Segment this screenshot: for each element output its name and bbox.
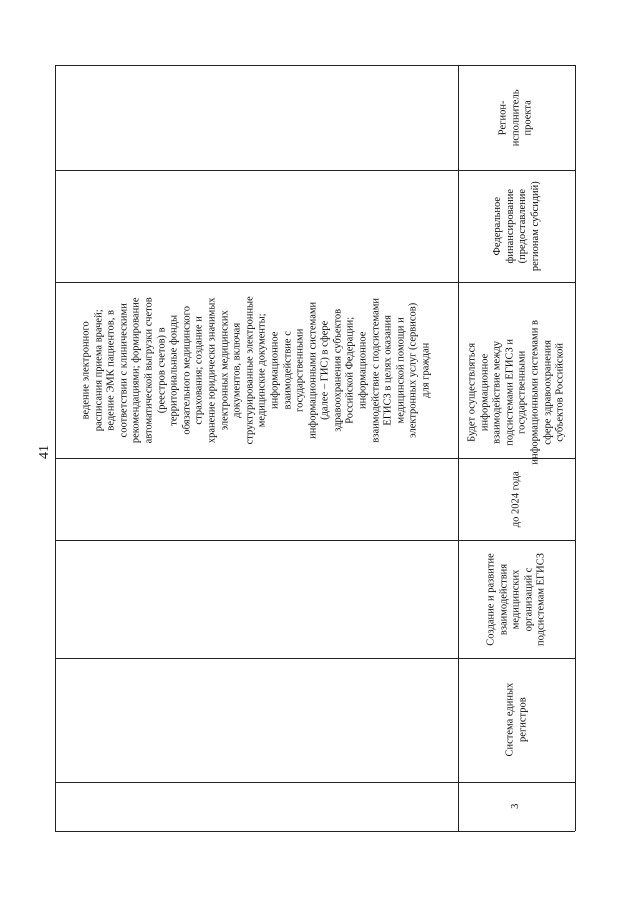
table-border-line: [575, 65, 576, 831]
row-number: 3: [510, 803, 522, 810]
table-cell: [458, 782, 575, 831]
table-cell: [55, 282, 458, 458]
table-border-line: [55, 831, 575, 832]
system-name: Система единых регистров: [503, 683, 528, 757]
executor-text: Регион- исполнитель проекта: [497, 89, 534, 146]
task-text: Создание и развитие взаимодействия медицинских организаций с подсистемам ЕГИСЗ: [485, 552, 547, 646]
financing-text: Федеральное финансирование (предоставление регионам субсидий): [491, 181, 541, 271]
deadline-text: до 2024 года: [510, 471, 522, 527]
table-cell: [458, 658, 575, 782]
table-cell: [458, 65, 575, 170]
description-text: Будет осуществляться информационное взаимодействие между подсистемами ЕГИСЗ и государственными информационными системами в сфере здравоохранения субъектов Российской: [466, 320, 566, 465]
page-number: 41: [37, 445, 52, 459]
table-cell: [458, 540, 575, 658]
table-cell: [458, 170, 575, 282]
table-cell: [458, 282, 575, 465]
cell-text-functions: ведение электронного расписания приема врачей; ведение ЭМК пациентов, в соответствии с клиническими рекомендациями; формирование автоматической выгрузки счетов (реестров счетов) в территориальные фонды обязательного медицинского страхования; создание и хранение юридически значимых электронных медицинских документов, включая структурированные электронные медицинские документы; информационное взаимодействие с государственными информационными системами (далее – ГИС) в сфере здравоохранения субъектов Российской Федерации; информационное взаимодействие с подсистемами ЕГИСЗ в целях оказания медицинской помощи и электронных услуг (сервисов) для граждан: [80, 295, 432, 445]
